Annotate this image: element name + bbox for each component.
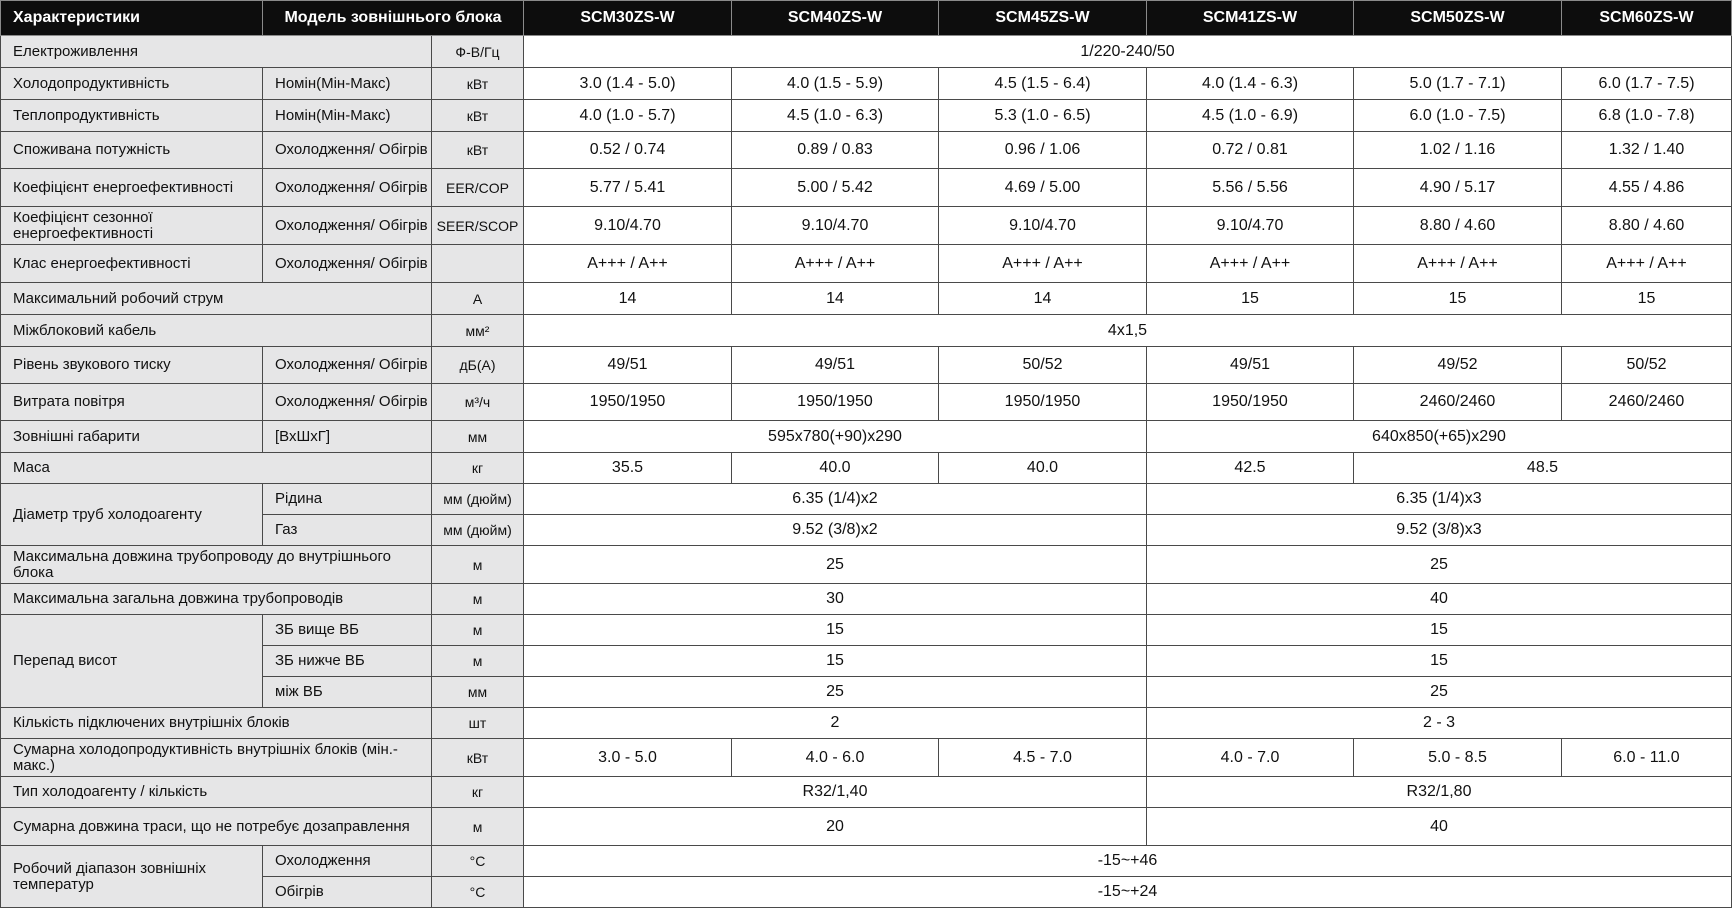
unit-cell: кВт (432, 132, 524, 169)
value-cell: R32/1,80 (1147, 777, 1732, 808)
unit-cell (432, 245, 524, 283)
value-cell: 15 (1562, 283, 1732, 315)
value-cell: 49/52 (1354, 347, 1562, 384)
value-cell: 5.00 / 5.42 (732, 169, 939, 207)
row-label-sound-pressure: Рівень звукового тиску (1, 347, 263, 384)
unit-cell: дБ(А) (432, 347, 524, 384)
value-cell: 4.0 (1.4 - 6.3) (1147, 68, 1354, 100)
unit-cell: м (432, 615, 524, 646)
value-cell: 8.80 / 4.60 (1562, 207, 1732, 245)
table-row (1, 283, 1732, 315)
header-model-scm30zs-w: SCM30ZS-W (524, 1, 732, 36)
value-cell: 50/52 (1562, 347, 1732, 384)
value-cell: 4.0 (1.0 - 5.7) (524, 100, 732, 132)
unit-cell: м (432, 546, 524, 584)
table-row (1, 708, 1732, 739)
row-label-energy-efficiency-ratio: Коефіцієнт енергоефективності (1, 169, 263, 207)
value-cell: 49/51 (524, 347, 732, 384)
unit-cell: м (432, 584, 524, 615)
value-cell: 2460/2460 (1354, 384, 1562, 421)
sub-label-cell: Газ (263, 515, 432, 546)
header-model-scm50zs-w: SCM50ZS-W (1354, 1, 1562, 36)
value-cell: 1950/1950 (524, 384, 732, 421)
value-cell: 1/220-240/50 (524, 36, 1732, 68)
row-label-air-flow: Витрата повітря (1, 384, 263, 421)
value-cell: 15 (1147, 283, 1354, 315)
value-cell: 4.5 (1.0 - 6.3) (732, 100, 939, 132)
row-label-max-pipe-length: Максимальна довжина трубопроводу до внутрішнього блока (1, 546, 432, 584)
row-label-precharged-length: Сумарна довжина траси, що не потребує дозаправлення (1, 808, 432, 846)
value-cell: 4x1,5 (524, 315, 1732, 347)
value-cell: 48.5 (1354, 453, 1732, 484)
value-cell: 4.0 - 7.0 (1147, 739, 1354, 777)
unit-cell: кВт (432, 100, 524, 132)
value-cell: 4.5 (1.5 - 6.4) (939, 68, 1147, 100)
value-cell: 2460/2460 (1562, 384, 1732, 421)
unit-cell: кг (432, 453, 524, 484)
value-cell: 49/51 (1147, 347, 1354, 384)
header-model-scm41zs-w: SCM41ZS-W (1147, 1, 1354, 36)
sub-label-cell: Номін(Мін-Макс) (263, 100, 432, 132)
unit-cell: мм² (432, 315, 524, 347)
sub-label-cell: ЗБ нижче ВБ (263, 646, 432, 677)
row-label-operating-temperature-range: Робочий діапазон зовнішніх температур (1, 846, 263, 908)
value-cell: 25 (524, 677, 1147, 708)
sub-label-cell: Охолодження/ Обігрів (263, 132, 432, 169)
header-outdoor-model: Модель зовнішнього блока (263, 1, 524, 36)
unit-cell: EER/COP (432, 169, 524, 207)
value-cell: 0.52 / 0.74 (524, 132, 732, 169)
value-cell: 3.0 (1.4 - 5.0) (524, 68, 732, 100)
table-row (1, 207, 1732, 245)
value-cell: 9.10/4.70 (1147, 207, 1354, 245)
unit-cell: мм (432, 421, 524, 453)
table-row (1, 739, 1732, 777)
value-cell: A+++ / A++ (939, 245, 1147, 283)
value-cell: 595x780(+90)x290 (524, 421, 1147, 453)
table-row (1, 421, 1732, 453)
row-label-total-indoor-capacity: Сумарна холодопродуктивність внутрішніх блоків (мін.-макс.) (1, 739, 432, 777)
value-cell: 50/52 (939, 347, 1147, 384)
table-row (1, 808, 1732, 846)
table-row (1, 453, 1732, 484)
table-row (1, 584, 1732, 615)
row-label-seasonal-efficiency: Коефіцієнт сезонної енергоефективності (1, 207, 263, 245)
value-cell: 4.5 (1.0 - 6.9) (1147, 100, 1354, 132)
unit-cell: кВт (432, 739, 524, 777)
value-cell: 15 (524, 615, 1147, 646)
value-cell: 5.0 (1.7 - 7.1) (1354, 68, 1562, 100)
value-cell: A+++ / A++ (1562, 245, 1732, 283)
value-cell: 49/51 (732, 347, 939, 384)
value-cell: 3.0 - 5.0 (524, 739, 732, 777)
unit-cell: °C (432, 877, 524, 908)
table-row (1, 347, 1732, 384)
unit-cell: шт (432, 708, 524, 739)
sub-label-cell: Номін(Мін-Макс) (263, 68, 432, 100)
unit-cell: мм (дюйм) (432, 484, 524, 515)
unit-cell: мм (дюйм) (432, 515, 524, 546)
sub-label-cell: Охолодження/ Обігрів (263, 207, 432, 245)
table-row (1, 132, 1732, 169)
table-row (1, 169, 1732, 207)
value-cell: 640x850(+65)x290 (1147, 421, 1732, 453)
unit-cell: м³/ч (432, 384, 524, 421)
row-label-refrigerant-type: Тип холодоагенту / кількість (1, 777, 432, 808)
value-cell: 14 (939, 283, 1147, 315)
value-cell: 1.32 / 1.40 (1562, 132, 1732, 169)
unit-cell: кВт (432, 68, 524, 100)
row-label-cooling-capacity: Холодопродуктивність (1, 68, 263, 100)
header-model-scm40zs-w: SCM40ZS-W (732, 1, 939, 36)
value-cell: 25 (1147, 546, 1732, 584)
value-cell: 6.0 (1.7 - 7.5) (1562, 68, 1732, 100)
table-row (1, 484, 1732, 515)
value-cell: 5.3 (1.0 - 6.5) (939, 100, 1147, 132)
value-cell: 5.77 / 5.41 (524, 169, 732, 207)
value-cell: 6.35 (1/4)x3 (1147, 484, 1732, 515)
row-label-max-total-pipe-length: Максимальна загальна довжина трубопроводів (1, 584, 432, 615)
value-cell: 40 (1147, 808, 1732, 846)
sub-label-cell: [ВхШхГ] (263, 421, 432, 453)
sub-label-cell: Охолодження/ Обігрів (263, 347, 432, 384)
value-cell: 5.0 - 8.5 (1354, 739, 1562, 777)
row-label-interconnect-cable: Міжблоковий кабель (1, 315, 432, 347)
value-cell: 14 (732, 283, 939, 315)
header-model-scm60zs-w: SCM60ZS-W (1562, 1, 1732, 36)
value-cell: A+++ / A++ (1147, 245, 1354, 283)
table-row (1, 777, 1732, 808)
value-cell: 15 (1147, 646, 1732, 677)
value-cell: 8.80 / 4.60 (1354, 207, 1562, 245)
sub-label-cell: Обігрів (263, 877, 432, 908)
value-cell: 15 (1354, 283, 1562, 315)
unit-cell: SEER/SCOP (432, 207, 524, 245)
table-row (1, 384, 1732, 421)
value-cell: 4.0 - 6.0 (732, 739, 939, 777)
unit-cell: мм (432, 677, 524, 708)
value-cell: 30 (524, 584, 1147, 615)
value-cell: 2 - 3 (1147, 708, 1732, 739)
sub-label-cell: ЗБ вище ВБ (263, 615, 432, 646)
value-cell: 4.55 / 4.86 (1562, 169, 1732, 207)
value-cell: 6.0 - 11.0 (1562, 739, 1732, 777)
value-cell: 6.35 (1/4)x2 (524, 484, 1147, 515)
header-characteristics: Характеристики (1, 1, 263, 36)
unit-cell: Ф-В/Гц (432, 36, 524, 68)
table-row (1, 36, 1732, 68)
unit-cell: кг (432, 777, 524, 808)
value-cell: 35.5 (524, 453, 732, 484)
unit-cell: A (432, 283, 524, 315)
table-row (1, 100, 1732, 132)
sub-label-cell: Охолодження/ Обігрів (263, 245, 432, 283)
value-cell: 9.10/4.70 (524, 207, 732, 245)
table-row (1, 315, 1732, 347)
value-cell: 6.0 (1.0 - 7.5) (1354, 100, 1562, 132)
table-row (1, 846, 1732, 877)
value-cell: -15~+24 (524, 877, 1732, 908)
value-cell: 1950/1950 (1147, 384, 1354, 421)
value-cell: 4.0 (1.5 - 5.9) (732, 68, 939, 100)
table-row (1, 68, 1732, 100)
value-cell: A+++ / A++ (732, 245, 939, 283)
header-model-scm45zs-w: SCM45ZS-W (939, 1, 1147, 36)
value-cell: 6.8 (1.0 - 7.8) (1562, 100, 1732, 132)
row-label-height-difference: Перепад висот (1, 615, 263, 708)
value-cell: 0.89 / 0.83 (732, 132, 939, 169)
row-label-energy-class: Клас енергоефективності (1, 245, 263, 283)
value-cell: 42.5 (1147, 453, 1354, 484)
row-label-max-operating-current: Максимальний робочий струм (1, 283, 432, 315)
value-cell: 40.0 (939, 453, 1147, 484)
value-cell: 5.56 / 5.56 (1147, 169, 1354, 207)
value-cell: 40.0 (732, 453, 939, 484)
value-cell: 4.5 - 7.0 (939, 739, 1147, 777)
value-cell: 14 (524, 283, 732, 315)
row-label-mass: Маса (1, 453, 432, 484)
value-cell: A+++ / A++ (524, 245, 732, 283)
value-cell: 1.02 / 1.16 (1354, 132, 1562, 169)
value-cell: R32/1,40 (524, 777, 1147, 808)
row-label-heating-capacity: Теплопродуктивність (1, 100, 263, 132)
sub-label-cell: між ВБ (263, 677, 432, 708)
row-label-pipe-diameter: Діаметр труб холодоагенту (1, 484, 263, 546)
value-cell: 20 (524, 808, 1147, 846)
value-cell: 0.72 / 0.81 (1147, 132, 1354, 169)
row-label-power-supply: Електроживлення (1, 36, 432, 68)
sub-label-cell: Охолодження (263, 846, 432, 877)
row-label-indoor-units-count: Кількість підключених внутрішніх блоків (1, 708, 432, 739)
sub-label-cell: Охолодження/ Обігрів (263, 384, 432, 421)
value-cell: 40 (1147, 584, 1732, 615)
value-cell: 15 (1147, 615, 1732, 646)
value-cell: -15~+46 (524, 846, 1732, 877)
row-label-outer-dimensions: Зовнішні габарити (1, 421, 263, 453)
value-cell: 0.96 / 1.06 (939, 132, 1147, 169)
value-cell: 9.52 (3/8)x3 (1147, 515, 1732, 546)
unit-cell: м (432, 808, 524, 846)
sub-label-cell: Рідина (263, 484, 432, 515)
value-cell: 9.10/4.70 (939, 207, 1147, 245)
value-cell: 4.90 / 5.17 (1354, 169, 1562, 207)
table-row (1, 245, 1732, 283)
unit-cell: °C (432, 846, 524, 877)
table-row (1, 615, 1732, 646)
value-cell: 2 (524, 708, 1147, 739)
value-cell: 15 (524, 646, 1147, 677)
row-label-power-consumption: Споживана потужність (1, 132, 263, 169)
value-cell: A+++ / A++ (1354, 245, 1562, 283)
value-cell: 9.52 (3/8)x2 (524, 515, 1147, 546)
value-cell: 9.10/4.70 (732, 207, 939, 245)
table-row (1, 546, 1732, 584)
value-cell: 25 (524, 546, 1147, 584)
value-cell: 4.69 / 5.00 (939, 169, 1147, 207)
value-cell: 1950/1950 (939, 384, 1147, 421)
sub-label-cell: Охолодження/ Обігрів (263, 169, 432, 207)
value-cell: 1950/1950 (732, 384, 939, 421)
unit-cell: м (432, 646, 524, 677)
value-cell: 25 (1147, 677, 1732, 708)
